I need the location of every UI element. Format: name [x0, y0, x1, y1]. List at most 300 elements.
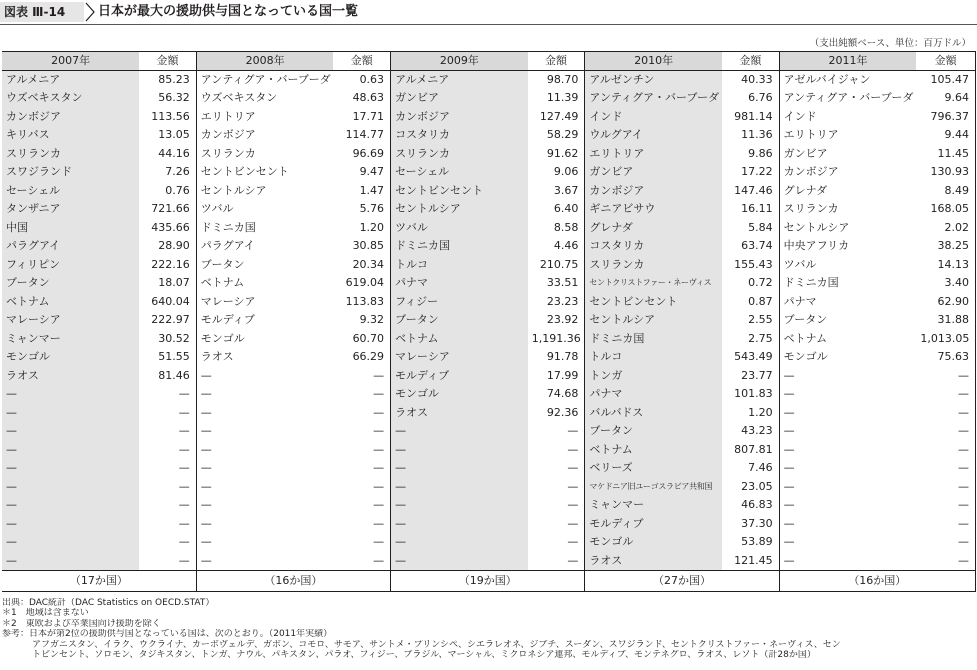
- empty-name-cell: —: [783, 387, 795, 401]
- empty-amount-cell: —: [916, 385, 975, 404]
- aid-amount: 3.40: [916, 274, 975, 293]
- country-name: ベトナム: [783, 331, 828, 345]
- country-name: ブータン: [391, 311, 528, 330]
- empty-name-cell: —: [200, 535, 212, 549]
- year-header: 2007年: [2, 52, 139, 71]
- country-name: ブータン: [200, 257, 245, 271]
- table-row: [2, 200, 976, 219]
- country-name: ミャンマー: [2, 330, 139, 349]
- aid-amount: 130.93: [916, 163, 975, 182]
- amount-header: 金額: [916, 52, 975, 71]
- empty-amount-cell: —: [916, 367, 975, 386]
- country-name: ツバル: [200, 202, 234, 216]
- country-name: アンティグア・バーブーダ: [200, 73, 331, 86]
- country-name: インド: [585, 108, 722, 127]
- aid-amount: 23.92: [528, 311, 585, 330]
- country-name: ツバル: [783, 257, 817, 271]
- country-name: タンザニア: [2, 200, 139, 219]
- country-name: キリバス: [2, 126, 139, 145]
- aid-amount: 721.66: [139, 200, 196, 219]
- empty-amount-cell: —: [333, 422, 390, 441]
- aid-donor-table: [2, 51, 976, 592]
- aid-amount: 31.88: [916, 311, 975, 330]
- country-name: ドミニカ国: [200, 220, 256, 234]
- empty-name-cell: —: [2, 533, 139, 552]
- table-row: [2, 478, 976, 497]
- aid-amount: 58.29: [528, 126, 585, 145]
- year-header: 2011年: [779, 52, 916, 71]
- empty-amount-cell: —: [333, 533, 390, 552]
- aid-amount: 543.49: [722, 348, 779, 367]
- country-name: ラオス: [391, 404, 528, 423]
- aid-amount: 2.75: [722, 330, 779, 349]
- empty-amount-cell: —: [333, 385, 390, 404]
- country-count: （27か国）: [585, 570, 779, 591]
- country-name: コスタリカ: [585, 237, 722, 256]
- empty-amount-cell: —: [916, 515, 975, 534]
- aid-amount: 81.46: [139, 367, 196, 386]
- aid-amount: 96.69: [333, 145, 390, 164]
- empty-amount-cell: —: [139, 459, 196, 478]
- figure-header: [0, 0, 977, 28]
- empty-name-cell: —: [2, 404, 139, 423]
- aid-amount: 63.74: [722, 237, 779, 256]
- empty-name-cell: —: [391, 441, 528, 460]
- empty-amount-cell: —: [333, 552, 390, 571]
- aid-amount: 60.70: [333, 330, 390, 349]
- country-name: ドミニカ国: [391, 237, 528, 256]
- aid-amount: 0.76: [139, 182, 196, 201]
- aid-amount: 640.04: [139, 293, 196, 312]
- country-name: ブータン: [585, 422, 722, 441]
- empty-name-cell: —: [2, 459, 139, 478]
- country-name: セーシェル: [391, 163, 528, 182]
- aid-amount: 5.84: [722, 219, 779, 238]
- empty-name-cell: —: [200, 387, 212, 401]
- table-row: [2, 89, 976, 108]
- table-row: [2, 515, 976, 534]
- table-row: [2, 348, 976, 367]
- empty-amount-cell: —: [333, 367, 390, 386]
- country-name: グレナダ: [783, 183, 828, 197]
- empty-amount-cell: —: [139, 515, 196, 534]
- country-name: ブータン: [2, 274, 139, 293]
- country-name: マレーシア: [391, 348, 528, 367]
- country-name: アンティグア・バーブーダ: [783, 91, 914, 105]
- empty-name-cell: —: [200, 405, 212, 419]
- aid-amount: 62.90: [916, 293, 975, 312]
- empty-name-cell: —: [391, 496, 528, 515]
- aid-amount: 53.89: [722, 533, 779, 552]
- country-name: セントクリストファー・ネーヴィス: [585, 274, 722, 293]
- empty-name-cell: —: [783, 461, 795, 475]
- country-name: エリトリア: [585, 145, 722, 164]
- aid-amount: 2.02: [916, 219, 975, 238]
- table-row: [2, 459, 976, 478]
- aid-amount: 0.87: [722, 293, 779, 312]
- country-count: （19か国）: [391, 570, 585, 591]
- aid-amount: 17.71: [333, 108, 390, 127]
- country-name: ミャンマー: [585, 496, 722, 515]
- country-name: アルゼンチン: [585, 71, 722, 90]
- aid-amount: 796.37: [916, 108, 975, 127]
- empty-name-cell: —: [2, 478, 139, 497]
- header-rule: [0, 24, 977, 25]
- country-name: ツバル: [391, 219, 528, 238]
- country-count-row: [2, 570, 976, 591]
- aid-amount: 8.49: [916, 182, 975, 201]
- country-name: カンボジア: [200, 128, 256, 142]
- reference-list-line-2: トビンセント、ソロモン、タジキスタン、トンガ、ナウル、パキスタン、パラオ、フィジー、ブラジル、マーシャル、ミクロネシア連邦、モルディブ、モンテネグロ、ラオス、レソト（計28か国）: [32, 650, 816, 661]
- country-name: ウズベキスタン: [2, 89, 139, 108]
- country-name: インド: [783, 109, 817, 123]
- table-row: [2, 274, 976, 293]
- country-name: モンゴル: [200, 331, 245, 345]
- country-name: カンボジア: [2, 108, 139, 127]
- country-name: モルディブ: [200, 313, 255, 327]
- country-name: マケドニア旧ユーゴスラビア共和国: [585, 478, 722, 497]
- empty-name-cell: —: [200, 424, 212, 438]
- empty-amount-cell: —: [528, 441, 585, 460]
- reference-intro: 参考：日本が第2位の援助供与国となっている国は、次のとおり。（2011年実績）: [2, 629, 333, 640]
- aid-amount: 113.83: [333, 293, 390, 312]
- figure-label: 図表 Ⅲ-14: [0, 2, 84, 22]
- table-row: [2, 219, 976, 238]
- aid-amount: 0.63: [333, 71, 390, 90]
- empty-amount-cell: —: [916, 478, 975, 497]
- aid-amount: 210.75: [528, 256, 585, 275]
- empty-name-cell: —: [200, 461, 212, 475]
- aid-amount: 127.49: [528, 108, 585, 127]
- aid-amount: 9.64: [916, 89, 975, 108]
- aid-amount: 807.81: [722, 441, 779, 460]
- year-header: 2008年: [196, 52, 333, 71]
- aid-amount: 5.76: [333, 200, 390, 219]
- chevron-right-icon: [84, 2, 96, 22]
- empty-amount-cell: —: [139, 533, 196, 552]
- empty-name-cell: —: [200, 442, 212, 456]
- aid-amount: 113.56: [139, 108, 196, 127]
- table-row: [2, 385, 976, 404]
- aid-amount: 28.90: [139, 237, 196, 256]
- aid-amount: 23.05: [722, 478, 779, 497]
- amount-header: 金額: [333, 52, 390, 71]
- empty-name-cell: —: [783, 424, 795, 438]
- aid-amount: 7.46: [722, 459, 779, 478]
- country-name: セントルシア: [200, 183, 267, 197]
- aid-amount: 37.30: [722, 515, 779, 534]
- aid-amount: 7.26: [139, 163, 196, 182]
- country-name: スワジランド: [2, 163, 139, 182]
- empty-name-cell: —: [783, 498, 795, 512]
- table-row: [2, 441, 976, 460]
- aid-amount: 155.43: [722, 256, 779, 275]
- country-count: （16か国）: [779, 570, 975, 591]
- country-name: ベトナム: [2, 293, 139, 312]
- aid-amount: 40.33: [722, 71, 779, 90]
- table-row: [2, 311, 976, 330]
- country-name: バルバドス: [585, 404, 722, 423]
- table-row: [2, 108, 976, 127]
- aid-amount: 114.77: [333, 126, 390, 145]
- aid-amount: 75.63: [916, 348, 975, 367]
- table-header-row: [2, 52, 976, 71]
- aid-amount: 619.04: [333, 274, 390, 293]
- amount-header: 金額: [139, 52, 196, 71]
- table-row: [2, 367, 976, 386]
- country-name: ベトナム: [391, 330, 528, 349]
- aid-amount: 9.47: [333, 163, 390, 182]
- aid-amount: 46.83: [722, 496, 779, 515]
- aid-amount: 11.45: [916, 145, 975, 164]
- country-name: エリトリア: [783, 128, 839, 142]
- empty-name-cell: —: [2, 552, 139, 571]
- country-name: ドミニカ国: [783, 276, 839, 290]
- aid-amount: 74.68: [528, 385, 585, 404]
- table-row: [2, 71, 976, 90]
- country-name: スリランカ: [585, 256, 722, 275]
- aid-amount: 44.16: [139, 145, 196, 164]
- empty-name-cell: —: [200, 368, 212, 382]
- country-name: アルメニア: [391, 71, 528, 90]
- aid-amount: 222.16: [139, 256, 196, 275]
- aid-amount: 435.66: [139, 219, 196, 238]
- country-name: パラグアイ: [200, 239, 255, 253]
- aid-amount: 3.67: [528, 182, 585, 201]
- empty-amount-cell: —: [139, 385, 196, 404]
- aid-amount: 1.20: [333, 219, 390, 238]
- country-name: フィリピン: [2, 256, 139, 275]
- country-name: パナマ: [391, 274, 528, 293]
- aid-amount: 981.14: [722, 108, 779, 127]
- aid-amount: 43.23: [722, 422, 779, 441]
- country-name: スリランカ: [2, 145, 139, 164]
- table-row: [2, 237, 976, 256]
- empty-name-cell: —: [783, 516, 795, 530]
- year-header: 2009年: [391, 52, 528, 71]
- country-name: ブータン: [783, 313, 828, 327]
- reference-list-line-1: アフガニスタン、イラク、ウクライナ、カーボヴェルデ、ガボン、コモロ、サモア、サントメ・プリンシペ、シエラレオネ、ジブチ、スーダン、スワジランド、セントクリストファー・ネーヴィス、セン: [32, 639, 841, 650]
- aid-amount: 6.76: [722, 89, 779, 108]
- aid-amount: 121.45: [722, 552, 779, 571]
- country-name: トルコ: [585, 348, 722, 367]
- empty-amount-cell: —: [916, 422, 975, 441]
- country-name: ガンビア: [391, 89, 528, 108]
- country-name: ラオス: [2, 367, 139, 386]
- country-name: 中央アフリカ: [783, 239, 850, 253]
- empty-amount-cell: —: [139, 552, 196, 571]
- country-name: カンボジア: [391, 108, 528, 127]
- country-count: （16か国）: [196, 570, 390, 591]
- year-header: 2010年: [585, 52, 722, 71]
- country-name: トルコ: [391, 256, 528, 275]
- empty-name-cell: —: [783, 442, 795, 456]
- country-name: ウルグアイ: [585, 126, 722, 145]
- empty-name-cell: —: [391, 552, 528, 571]
- country-name: アルメニア: [2, 71, 139, 90]
- aid-amount: 1,191.36: [528, 330, 585, 349]
- aid-amount: 20.34: [333, 256, 390, 275]
- aid-amount: 98.70: [528, 71, 585, 90]
- country-name: マレーシア: [2, 311, 139, 330]
- empty-amount-cell: —: [528, 552, 585, 571]
- aid-amount: 11.36: [722, 126, 779, 145]
- aid-amount: 56.32: [139, 89, 196, 108]
- empty-amount-cell: —: [333, 515, 390, 534]
- country-name: ベトナム: [200, 276, 245, 290]
- country-name: カンボジア: [783, 165, 839, 179]
- empty-amount-cell: —: [139, 496, 196, 515]
- aid-amount: 85.23: [139, 71, 196, 90]
- empty-name-cell: —: [391, 422, 528, 441]
- country-name: パナマ: [585, 385, 722, 404]
- country-name: モルディブ: [585, 515, 722, 534]
- table-row: [2, 496, 976, 515]
- empty-name-cell: —: [200, 498, 212, 512]
- country-name: モンゴル: [783, 350, 828, 364]
- empty-name-cell: —: [391, 478, 528, 497]
- empty-amount-cell: —: [139, 404, 196, 423]
- country-name: ガンビア: [585, 163, 722, 182]
- empty-amount-cell: —: [333, 404, 390, 423]
- empty-amount-cell: —: [139, 422, 196, 441]
- empty-name-cell: —: [391, 515, 528, 534]
- empty-amount-cell: —: [916, 441, 975, 460]
- aid-amount: 0.72: [722, 274, 779, 293]
- country-name: グレナダ: [585, 219, 722, 238]
- empty-amount-cell: —: [528, 459, 585, 478]
- aid-amount: 23.23: [528, 293, 585, 312]
- aid-amount: 1.20: [722, 404, 779, 423]
- country-name: マレーシア: [200, 294, 256, 308]
- table-row: [2, 256, 976, 275]
- country-name: フィジー: [391, 293, 528, 312]
- table-row: [2, 533, 976, 552]
- empty-amount-cell: —: [916, 404, 975, 423]
- notes: [2, 598, 977, 660]
- aid-amount: 48.63: [333, 89, 390, 108]
- country-name: スリランカ: [391, 145, 528, 164]
- country-name: セーシェル: [2, 182, 139, 201]
- table-row: [2, 552, 976, 571]
- aid-amount: 8.58: [528, 219, 585, 238]
- empty-amount-cell: —: [333, 441, 390, 460]
- country-name: アンティグア・バーブーダ: [585, 89, 722, 108]
- empty-name-cell: —: [2, 496, 139, 515]
- country-name: アゼルバイジャン: [783, 73, 871, 86]
- aid-amount: 2.55: [722, 311, 779, 330]
- aid-amount: 66.29: [333, 348, 390, 367]
- country-name: ウズベキスタン: [200, 91, 278, 105]
- aid-amount: 33.51: [528, 274, 585, 293]
- country-name: セントルシア: [585, 311, 722, 330]
- aid-amount: 147.46: [722, 182, 779, 201]
- empty-name-cell: —: [783, 535, 795, 549]
- country-name: セントビンセント: [585, 293, 722, 312]
- country-name: ラオス: [585, 552, 722, 571]
- aid-amount: 222.97: [139, 311, 196, 330]
- empty-amount-cell: —: [333, 459, 390, 478]
- country-count: （17か国）: [2, 570, 196, 591]
- aid-amount: 91.78: [528, 348, 585, 367]
- footnote-2: ＊2 東欧および卒業国向け援助を除く: [2, 618, 161, 629]
- source-note: 出典：DAC統計（DAC Statistics on OECD.STAT）: [2, 598, 215, 608]
- aid-amount: 9.44: [916, 126, 975, 145]
- empty-name-cell: —: [2, 441, 139, 460]
- aid-amount: 30.85: [333, 237, 390, 256]
- country-name: モンゴル: [585, 533, 722, 552]
- empty-name-cell: —: [783, 479, 795, 493]
- aid-amount: 14.13: [916, 256, 975, 275]
- country-name: カンボジア: [585, 182, 722, 201]
- country-name: パナマ: [783, 294, 817, 308]
- table-row: [2, 182, 976, 201]
- aid-amount: 92.36: [528, 404, 585, 423]
- aid-amount: 11.39: [528, 89, 585, 108]
- empty-amount-cell: —: [139, 478, 196, 497]
- country-name: セントルシア: [391, 200, 528, 219]
- country-name: コスタリカ: [391, 126, 528, 145]
- aid-amount: 30.52: [139, 330, 196, 349]
- empty-amount-cell: —: [916, 552, 975, 571]
- aid-amount: 51.55: [139, 348, 196, 367]
- empty-amount-cell: —: [528, 533, 585, 552]
- unit-note: （支出純額ベース、単位：百万ドル）: [809, 38, 971, 49]
- empty-name-cell: —: [200, 516, 212, 530]
- empty-amount-cell: —: [916, 496, 975, 515]
- empty-name-cell: —: [783, 405, 795, 419]
- aid-amount: 9.32: [333, 311, 390, 330]
- country-name: セントルシア: [783, 220, 850, 234]
- aid-amount: 91.62: [528, 145, 585, 164]
- aid-amount: 16.11: [722, 200, 779, 219]
- country-name: ドミニカ国: [585, 330, 722, 349]
- table-row: [2, 126, 976, 145]
- table-row: [2, 330, 976, 349]
- country-name: エリトリア: [200, 109, 256, 123]
- empty-name-cell: —: [2, 515, 139, 534]
- empty-name-cell: —: [783, 368, 795, 382]
- aid-amount: 101.83: [722, 385, 779, 404]
- country-name: モンゴル: [391, 385, 528, 404]
- empty-name-cell: —: [200, 479, 212, 493]
- empty-amount-cell: —: [528, 496, 585, 515]
- empty-amount-cell: —: [916, 533, 975, 552]
- empty-name-cell: —: [783, 553, 795, 567]
- country-name: スリランカ: [200, 146, 256, 160]
- country-name: 中国: [2, 219, 139, 238]
- aid-amount: 168.05: [916, 200, 975, 219]
- country-name: スリランカ: [783, 202, 839, 216]
- country-name: モルディブ: [391, 367, 528, 386]
- country-name: ギニアビサウ: [585, 200, 722, 219]
- empty-amount-cell: —: [528, 422, 585, 441]
- country-name: セントビンセント: [200, 165, 289, 179]
- empty-amount-cell: —: [139, 441, 196, 460]
- country-name: トンガ: [585, 367, 722, 386]
- empty-name-cell: —: [200, 553, 212, 567]
- country-name: モンゴル: [2, 348, 139, 367]
- amount-header: 金額: [722, 52, 779, 71]
- aid-amount: 17.22: [722, 163, 779, 182]
- aid-amount: 1.47: [333, 182, 390, 201]
- country-name: ラオス: [200, 350, 234, 364]
- empty-amount-cell: —: [916, 459, 975, 478]
- empty-name-cell: —: [2, 422, 139, 441]
- table-row: [2, 293, 976, 312]
- empty-name-cell: —: [391, 459, 528, 478]
- aid-amount: 18.07: [139, 274, 196, 293]
